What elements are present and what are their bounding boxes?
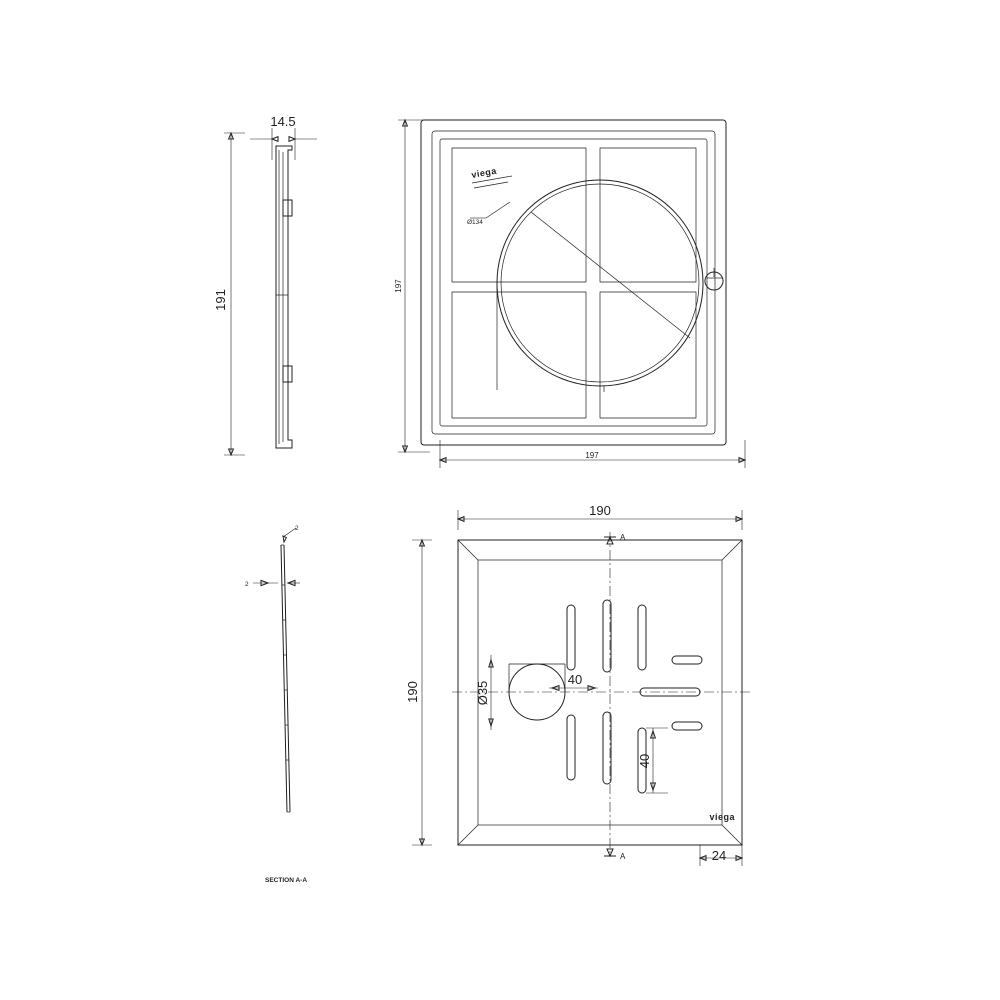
svg-text:A: A: [620, 852, 626, 861]
dim-height-191: 191: [213, 289, 228, 311]
dim-plate-width-190: 190: [589, 503, 611, 518]
view-plan-bottom: [405, 503, 750, 866]
dim-thickness-14-5: 14.5: [270, 114, 296, 129]
view-side-elevation: [213, 114, 317, 455]
section-mark-top: [604, 533, 626, 544]
brand-logo-top: [471, 166, 512, 188]
dim-hole-35: Ø35: [475, 680, 490, 706]
svg-text:viega: viega: [470, 165, 498, 180]
section-mark-bottom: [604, 849, 626, 861]
section-caption: SECTION A-A: [265, 877, 308, 884]
dim-plate-height-190: 190: [405, 681, 420, 703]
view-plan-top: [394, 120, 745, 468]
dim-bore-134: Ø134: [467, 219, 483, 226]
dim-slot-40-vertical: 40: [637, 753, 652, 769]
svg-text:viega: viega: [709, 812, 735, 822]
dim-slot-40-horizontal: 40: [567, 672, 583, 687]
dim-edge-offset-24: 24: [711, 848, 727, 863]
dim-plan-width-197: 197: [585, 451, 599, 460]
view-section-aa: [245, 525, 307, 884]
dim-section-thickness-left: 2: [245, 581, 249, 588]
brand-logo-bottom: [709, 812, 735, 822]
dim-plan-height-197: 197: [394, 279, 403, 293]
svg-text:A: A: [620, 533, 626, 542]
dim-section-thickness-top: 2: [295, 525, 299, 532]
